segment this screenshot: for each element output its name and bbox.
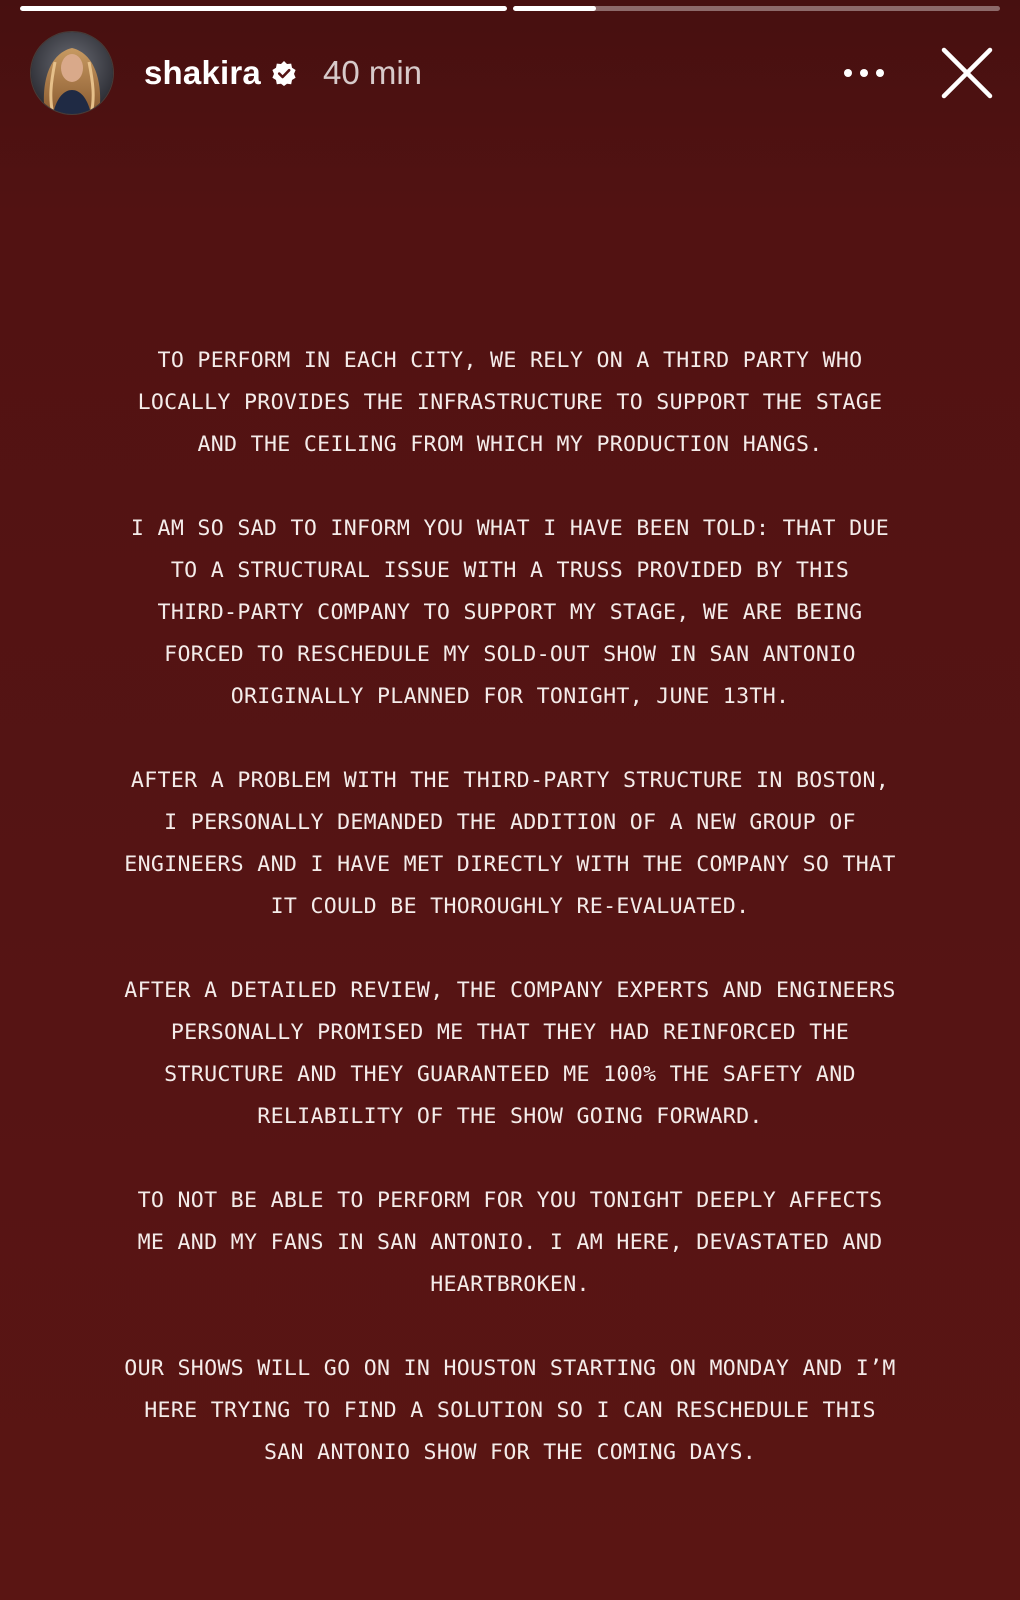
statement-line: OUR SHOWS WILL GO ON IN HOUSTON STARTING ON MONDAY AND I’M — [124, 1356, 896, 1381]
story-progress-segment-2 — [513, 6, 1000, 11]
statement-line: TO A STRUCTURAL ISSUE WITH A TRUSS PROVIDED BY THIS — [170, 558, 850, 583]
statement-line: RELIABILITY OF THE SHOW GOING FORWARD. — [257, 1104, 763, 1129]
statement-line: FORCED TO RESCHEDULE MY SOLD-OUT SHOW IN SAN ANTONIO — [164, 642, 856, 667]
story-user-info — [144, 54, 422, 92]
statement-line: AFTER A DETAILED REVIEW, THE COMPANY EXPERTS AND ENGINEERS — [124, 978, 896, 1003]
statement-line: TO PERFORM IN EACH CITY, WE RELY ON A THIRD PARTY WHO — [157, 348, 863, 373]
statement-paragraph — [40, 970, 980, 1138]
statement-line: HERE TRYING TO FIND A SOLUTION SO I CAN RESCHEDULE THIS — [144, 1398, 876, 1423]
statement-line: I PERSONALLY DEMANDED THE ADDITION OF A NEW GROUP OF — [164, 810, 856, 835]
story-progress-segment-1 — [20, 6, 507, 11]
statement-line: ENGINEERS AND I HAVE MET DIRECTLY WITH THE COMPANY SO THAT — [124, 852, 896, 877]
story-progress-bars — [20, 6, 1000, 11]
statement-paragraph — [40, 760, 980, 928]
statement-line: PERSONALLY PROMISED ME THAT THEY HAD REINFORCED THE — [170, 1020, 850, 1045]
post-time: 40 min — [322, 54, 423, 91]
more-options-button[interactable] — [836, 53, 892, 93]
statement-line: ME AND MY FANS IN SAN ANTONIO. I AM HERE, DEVASTATED AND — [137, 1230, 883, 1255]
close-button[interactable] — [936, 42, 998, 104]
username[interactable]: shakira — [144, 54, 261, 91]
statement-line: AND THE CEILING FROM WHICH MY PRODUCTION HANGS. — [197, 432, 823, 457]
close-icon — [940, 46, 994, 100]
statement-line: I AM SO SAD TO INFORM YOU WHAT I HAVE BEEN TOLD: THAT DUE — [130, 516, 890, 541]
avatar-photo — [31, 32, 113, 114]
more-options-icon — [843, 68, 885, 78]
statement-line: LOCALLY PROVIDES THE INFRASTRUCTURE TO SUPPORT THE STAGE — [137, 390, 883, 415]
story-progress-fill-1 — [20, 6, 507, 11]
statement-paragraph — [40, 340, 980, 466]
story-progress-fill-2 — [513, 6, 596, 11]
profile-avatar[interactable] — [30, 31, 114, 115]
verified-badge-icon — [271, 60, 297, 86]
story-statement-text — [40, 340, 980, 1516]
statement-line: IT COULD BE THOROUGHLY RE-EVALUATED. — [270, 894, 750, 919]
story-header — [30, 30, 998, 116]
statement-paragraph — [40, 508, 980, 718]
statement-line: AFTER A PROBLEM WITH THE THIRD-PARTY STRUCTURE IN BOSTON, — [130, 768, 890, 793]
statement-line: STRUCTURE AND THEY GUARANTEED ME 100% THE SAFETY AND — [164, 1062, 856, 1087]
statement-paragraph — [40, 1180, 980, 1306]
statement-line: HEARTBROKEN. — [430, 1272, 590, 1297]
statement-line: TO NOT BE ABLE TO PERFORM FOR YOU TONIGHT DEEPLY AFFECTS — [137, 1188, 883, 1213]
statement-line: ORIGINALLY PLANNED FOR TONIGHT, JUNE 13TH. — [230, 684, 790, 709]
statement-line: THIRD-PARTY COMPANY TO SUPPORT MY STAGE, WE ARE BEING — [157, 600, 863, 625]
statement-line: SAN ANTONIO SHOW FOR THE COMING DAYS. — [263, 1440, 757, 1465]
statement-paragraph — [40, 1348, 980, 1474]
